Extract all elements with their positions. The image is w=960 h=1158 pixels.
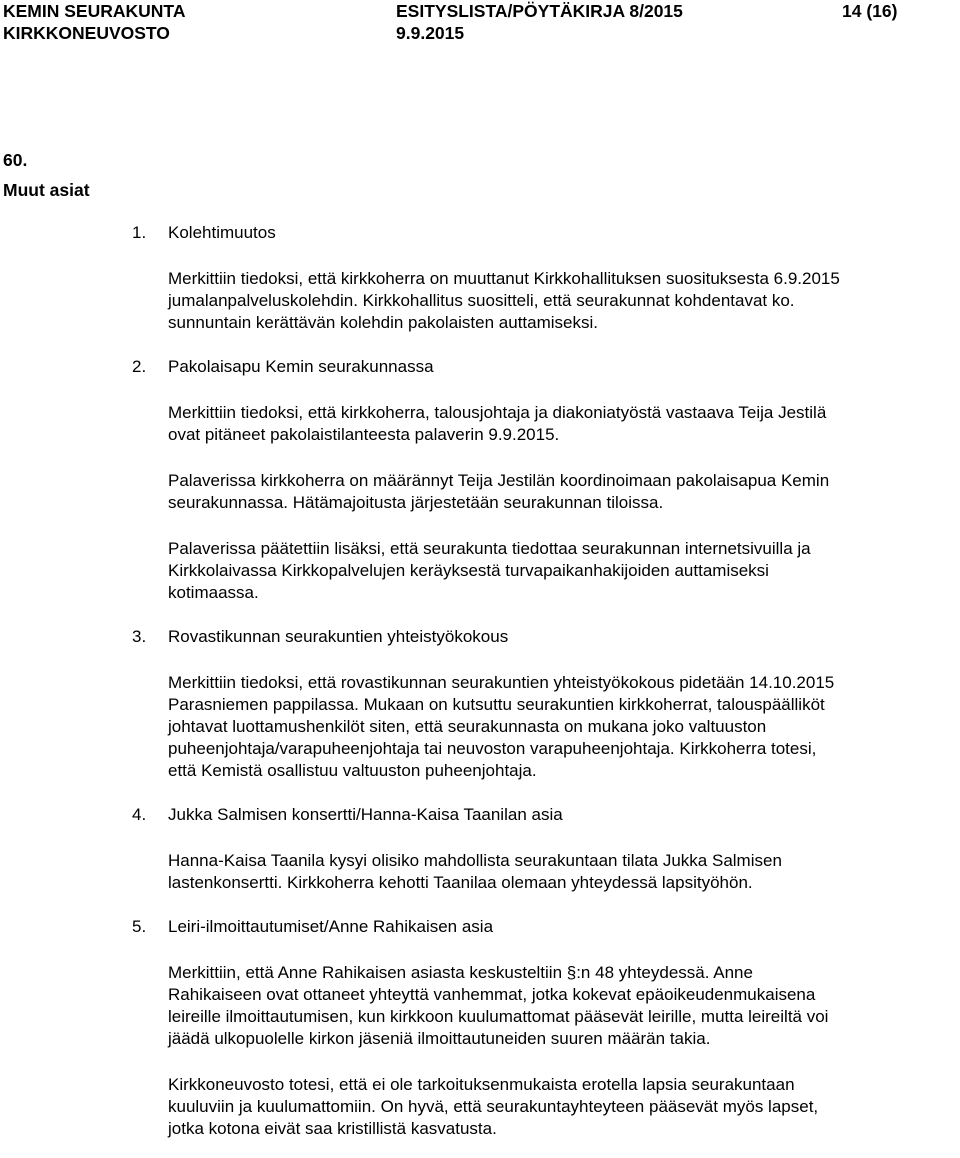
paragraph-line: jäädä ulkopuolelle kirkon jäseniä ilmoittautuneiden suuren määrän takia.	[168, 1029, 711, 1048]
paragraph-line: jumalanpalveluskolehdin. Kirkkohallitus suositteli, että seurakunnat kohdentavat ko.	[168, 291, 795, 310]
paragraph-line: Kirkkoneuvosto totesi, että ei ole tarkoituksenmukaista erotella lapsia seurakuntaan	[168, 1075, 795, 1094]
agenda-item	[132, 782, 952, 894]
item-title: Leiri-ilmoittautumiset/Anne Rahikaisen asia	[168, 917, 494, 936]
page-number: 14 (16)	[842, 1, 898, 21]
paragraph-line: kotimaassa.	[168, 583, 259, 602]
item-number: 3.	[132, 627, 147, 646]
org-name: KEMIN SEURAKUNTA	[3, 1, 186, 21]
paragraph-line: Merkittiin tiedoksi, että kirkkoherra, talousjohtaja ja diakoniatyöstä vastaava Teija Jestilä	[168, 403, 827, 422]
item-number: 4.	[132, 805, 147, 824]
item-title: Kolehtimuutos	[168, 223, 276, 242]
item-paragraph	[168, 538, 952, 604]
paragraph-line: ovat pitäneet pakolaistilanteesta palaverin 9.9.2015.	[168, 425, 560, 444]
paragraph-line: lastenkonsertti. Kirkkoherra kehotti Taanilaa olemaan yhteydessä lapsityöhön.	[168, 873, 753, 892]
paragraph-line: sunnuntain kerättävän kolehdin pakolaisten auttamiseksi.	[168, 313, 598, 332]
item-heading	[132, 804, 952, 826]
doc-type: ESITYSLISTA/PÖYTÄKIRJA 8/2015	[396, 1, 683, 21]
header-page-number	[842, 0, 897, 22]
paragraph-line: Hanna-Kaisa Taanila kysyi olisiko mahdollista seurakuntaan tilata Jukka Salmisen	[168, 851, 782, 870]
agenda-item	[132, 894, 952, 1140]
section-heading	[3, 145, 90, 205]
item-paragraph	[168, 672, 952, 782]
item-paragraph	[168, 402, 952, 446]
agenda-item	[132, 222, 952, 334]
section-number: 60.	[3, 150, 28, 170]
agenda-items	[132, 222, 952, 1140]
paragraph-line: Kirkkolaivassa Kirkkopalvelujen keräyksestä turvapaikanhakijoiden auttamiseksi	[168, 561, 769, 580]
header-document	[396, 0, 683, 44]
item-paragraph	[168, 962, 952, 1050]
paragraph-line: puheenjohtaja/varapuheenjohtaja tai neuvoston varapuheenjohtaja. Kirkkoherra totesi,	[168, 739, 817, 758]
item-paragraph	[168, 470, 952, 514]
header-organization	[3, 0, 185, 44]
item-paragraph	[168, 1074, 952, 1140]
item-heading	[132, 222, 952, 244]
paragraph-line: seurakunnassa. Hätämajoitusta järjestetään seurakunnan tiloissa.	[168, 493, 664, 512]
paragraph-line: kuuluviin ja kuulumattomiin. On hyvä, että seurakuntayhteyteen pääsevät myös lapset,	[168, 1097, 819, 1116]
item-title: Rovastikunnan seurakuntien yhteistyökokous	[168, 627, 509, 646]
paragraph-line: jotka kotona eivät saa kristillistä kasvatusta.	[168, 1119, 497, 1138]
paragraph-line: Palaverissa kirkkoherra on määrännyt Teija Jestilän koordinoimaan pakolaisapua Kemin	[168, 471, 830, 490]
item-number: 5.	[132, 917, 147, 936]
paragraph-line: Merkittiin tiedoksi, että rovastikunnan seurakuntien yhteistyökokous pidetään 14.10.2015	[168, 673, 835, 692]
paragraph-line: Palaverissa päätettiin lisäksi, että seurakunta tiedottaa seurakunnan internetsivuilla ja	[168, 539, 811, 558]
item-number: 1.	[132, 223, 147, 242]
agenda-item	[132, 334, 952, 604]
item-heading	[132, 916, 952, 938]
item-title: Pakolaisapu Kemin seurakunnassa	[168, 357, 434, 376]
item-heading	[132, 356, 952, 378]
paragraph-line: Merkittiin, että Anne Rahikaisen asiasta keskusteltiin §:n 48 yhteydessä. Anne	[168, 963, 753, 982]
paragraph-line: että Kemistä osallistuu valtuuston puheenjohtaja.	[168, 761, 537, 780]
paragraph-line: johtavat luottamushenkilöt siten, että seurakunnasta on mukana joko valtuuston	[168, 717, 767, 736]
item-heading	[132, 626, 952, 648]
item-paragraph	[168, 850, 952, 894]
paragraph-line: Parasniemen pappilassa. Mukaan on kutsuttu seurakuntien kirkkoherrat, talouspäälliköt	[168, 695, 825, 714]
paragraph-line: Rahikaiseen ovat ottaneet yhteyttä vanhemmat, jotka kokevat epäoikeudenmukaisena	[168, 985, 816, 1004]
paragraph-line: Merkittiin tiedoksi, että kirkkoherra on muuttanut Kirkkohallituksen suosituksesta 6.9.2015	[168, 269, 840, 288]
item-number: 2.	[132, 357, 147, 376]
section-title: Muut asiat	[3, 180, 90, 200]
body-name: KIRKKONEUVOSTO	[3, 23, 170, 43]
paragraph-line: leireille ilmoittautumisen, kun kirkkoon kuulumattomat pääsevät leirille, mutta leireiltä voi	[168, 1007, 829, 1026]
item-title: Jukka Salmisen konsertti/Hanna-Kaisa Taanilan asia	[168, 805, 563, 824]
meeting-date: 9.9.2015	[396, 23, 465, 43]
agenda-item	[132, 604, 952, 782]
item-paragraph	[168, 268, 952, 334]
